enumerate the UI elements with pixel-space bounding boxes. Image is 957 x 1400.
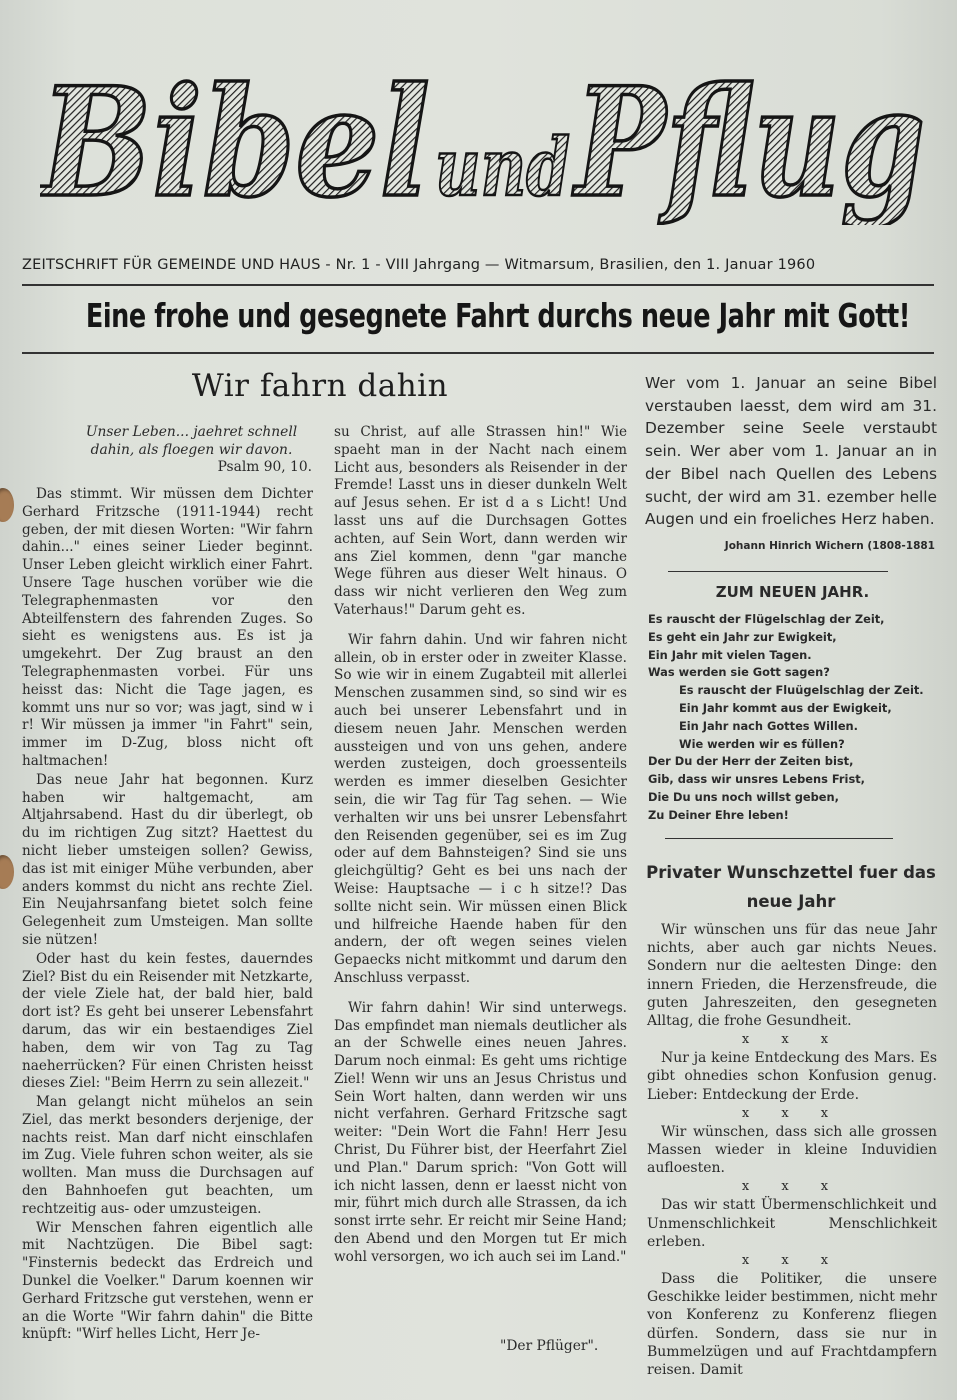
header-rule [22, 284, 934, 286]
section-divider [665, 838, 893, 839]
masthead-title-left: Bibel [40, 55, 431, 225]
article-paragraph: Wir fahrn dahin! Wir sind unterwegs. Das empfindet man niemals deutlicher als an der Schwelle eines neuen Jahres. Darum noch einmal: Es geht ums richtige Ziel! Wenn wir uns an Jesus Christus und Sein Wort halten, dann werden wir uns nicht verfahren. Gerhard Fritzsche sagt weiter: "Dein Wort die Fahn! Herr Jesu Christ, Du Führer bist, der Heerfahrt Ziel und Plan." Darum sprich: "Von Gott will ich nicht lassen, denn er laesst nicht von mir, führt mich durch alle Strassen, da ich sonst irrte sehr. Er reicht mir Seine Hand; den Abend und den Morgen tut Er mich wohl versorgen, wo ich auch sei im Land." [334, 999, 627, 1265]
article-paragraph: Man gelangt nicht mühelos an sein Ziel, das merkt besonders derjenige, der nachts reist. Man darf nicht einschlafen im Zug. Viele fuhren schon weiter, als sie wollten. Man muss die Durchsagen auf den Bahnhoefen gut beachten, um rechtzeitig aus- oder umzusteigen. [22, 1094, 313, 1217]
poem-line: Der Du der Herr der Zeiten bist, [648, 754, 854, 769]
wish-paragraph: Dass die Politiker, die unsere Geschikke leider bestimmen, nicht mehr von Konferenz zu Konferenz fliegen dürfen. Sondern, dass sie nur in Bummelzügen und auf Frachtdampfern reisen. Damit [647, 1271, 937, 1379]
poem-line: Ein Jahr kommt aus der Ewigkeit, [679, 700, 892, 715]
poem-line: Es geht ein Jahr zur Ewigkeit, [648, 629, 837, 644]
wish-paragraph: Wir wünschen uns für das neue Jahr nichts, aber auch gar nichts Neues. Sondern nur die aeltesten Dinge: den innern Frieden, die Herzensfreude, die guten Jahreszeiten, den gesegneten Alltag, die frohe Gesundheit. [647, 922, 937, 1030]
poem-line: Die Du uns noch willst geben, [648, 789, 839, 804]
masthead-title-mid: und [435, 120, 570, 214]
poem-line: Ein Jahr nach Gottes Willen. [679, 718, 858, 733]
article-paragraph: Wir Menschen fahren eigentlich alle mit Nachtzügen. Die Bibel sagt: "Finsternis bedeckt das Erdreich und Dunkel die Voelker." Darum koennen wir Gerhard Fritzsche gut verstehen, wenn er an die Worte "Wir fahrn dahin" die Bitte knüpft: "Wirf helles Licht, Herr Je- [22, 1219, 313, 1343]
poem-line: Ein Jahr mit vielen Tagen. [648, 647, 812, 662]
poem-line: Was werden sie Gott sagen? [648, 665, 830, 680]
masthead-subtitle: ZEITSCHRIFT FÜR GEMEINDE UND HAUS - Nr. 1 - VIII Jahrgang — Witmarsum, Brasilien, den 1. Januar 1960 [22, 257, 816, 273]
masthead-title-right: Pflug [571, 55, 925, 225]
separator: x x x [741, 1179, 843, 1195]
wish-paragraph: Wir wünschen, dass sich alle grossen Massen wieder in kleine Induvidien aufloesten. [647, 1123, 937, 1177]
article-column-2 [334, 424, 627, 1267]
section-divider [668, 571, 888, 572]
poem-line: Es rauscht der Flügelschlag der Zeit, [648, 612, 885, 626]
wish-paragraph: Das wir statt Übermenschlichkeit und Unmenschlichkeit Menschlichkeit erleben. [647, 1197, 937, 1250]
separator: x x x [741, 1105, 843, 1121]
poem [648, 611, 938, 825]
separator: x x x [741, 1253, 843, 1269]
article-title: Wir fahrn dahin [191, 368, 449, 404]
wichern-quote: Wer vom 1. Januar an seine Bibel verstauben laesst, dem wird am 31. Dezember seine Seele verstaubt sein. Wer aber vom 1. Januar an in der Bibel nach Quellen des Lebens sucht, der wird am 31. ezember helle Augen und ein froeliches Herz haben. [645, 374, 937, 529]
article-paragraph: su Christ, auf alle Strassen hin!" Wie spaeht man in der Nacht nach einem Licht aus, besonders als Reisender in der Fremde! Lasst uns in dieser dunkeln Welt auf Jesus sehen. Er ist d a s Licht! Und lasst uns auf die Durchsagen Gottes achten, auf Sein Wort, dann werden wir ans Ziel kommen, denn "gar manche Wege führen aus dieser Welt hinaus. O dass wir nicht verlieren den Weg zum Vaterhaus!" Darum geht es. [334, 424, 627, 618]
quote-author: Johann Hinrich Wichern (1808-1881 [724, 540, 935, 552]
poem-line: Gib, dass wir unsres Lebens Frist, [648, 772, 866, 787]
wish-list [647, 921, 937, 1379]
article-signature: "Der Pflüger". [500, 1338, 599, 1354]
article-paragraph: Das neue Jahr hat begonnen. Kurz haben wir haltgemacht, am Altjahrsabend. Hast du dir überlegt, ob du im richtigen Zug sitzt? Haettest du nicht lieber umsteigen sollen? Gewiss, das ist mit einiger Mühe verbunden, aber anders kommst du nicht ans rechte Ziel. Ein Neujahrsanfang bietet solch feine Gelegenheit zum Umsteigen. Man sollte sie nützen! [22, 771, 313, 948]
punch-hole [0, 488, 14, 522]
article-paragraph: Oder hast du kein festes, dauerndes Ziel? Bist du ein Reisender mit Netzkarte, der viele Ziele hat, der bald hier, bald dort ist? Es geht bei unserer Lebensfahrt darum, das wir ein bestaendiges Ziel haben, dem wir von Tag zu Tag naeherrücken? Für einen Christen heisst dieses Ziel: "Beim Herrn zu sein allezeit." [22, 950, 313, 1092]
wish-paragraph: Nur ja keine Entdeckung des Mars. Es gibt ohnedies schon Konfusion genug. Lieber: Entdeckung der Erde. [647, 1050, 937, 1103]
article-column-1 [22, 486, 313, 1344]
poem-title: ZUM NEUEN JAHR. [715, 583, 870, 601]
headline-rule [22, 352, 934, 354]
epigraph: Unser Leben... jaehret schnell dahin, als floegen wir davon. [85, 424, 298, 458]
main-headline: Eine frohe und gesegnete Fahrt durchs neue Jahr mit Gott! [85, 296, 910, 335]
article-paragraph: Das stimmt. Wir müssen dem Dichter Gerhard Fritzsche (1911-1944) recht geben, der mit diesen Worten: "Wir fahrn dahin..." eines seiner Lieder beginnt. Unser Leben gleicht wirklich einer Fahrt. Unsere Tage huschen vorüber wie die Telegraphenmasten vor den Abteilfenstern des fahrenden Zuges. So sieht es wenigstens aus. Es ist ja umgekehrt. Der Zug braust an den Telegraphenmasten vorbei. Für uns heisst das: Nicht die Tage jagen, es kommt uns nur so vor; was jagt, sind w i r! Wir müssen ja immer "in Fahrt" sein, immer im D-Zug, bloss nicht oft haltmachen! [22, 486, 313, 769]
masthead-logo [40, 45, 930, 225]
article-paragraph: Wir fahrn dahin. Und wir fahren nicht allein, ob in erster oder in zweiter Klasse. So wie wir in einem Zugabteil mit allerlei Menschen zusammen sind, so sind wir es auch bei unserer Lebensfahrt und in diesem neuen Jahr. Menschen werden aussteigen und von uns gehen, andere werden zusteigen, doch groessenteils werden es immer dieselben Gesichter sein, die wir Tag für Tag sehen. — Wie verhalten wir uns bei unsrer Lebensfahrt den Reisenden gegenüber, sei es im Zug oder auf dem Bahnsteigen? Sind sie uns gleichgültig? Geht es bei uns nach der Weise: Hauptsache — i c h sitze!? Das sollte nicht sein. Wir müssen einen Blick und hilfreiche Haende haben für den andern, der oft wegen seines vielen Gepaecks nicht mitkommt und darum den Anschluss verpasst. [334, 631, 627, 986]
separator: x x x [741, 1032, 843, 1048]
poem-line: Es rauscht der Fluügelschlag der Zeit. [679, 683, 924, 698]
psalm-reference: Psalm 90, 10. [217, 459, 312, 475]
punch-hole [0, 855, 14, 889]
wish-list-title: Privater Wunschzettel fuer das neue Jahr [646, 863, 936, 911]
poem-line: Wie werden wir es füllen? [679, 736, 845, 751]
poem-line: Zu Deiner Ehre leben! [648, 807, 789, 822]
